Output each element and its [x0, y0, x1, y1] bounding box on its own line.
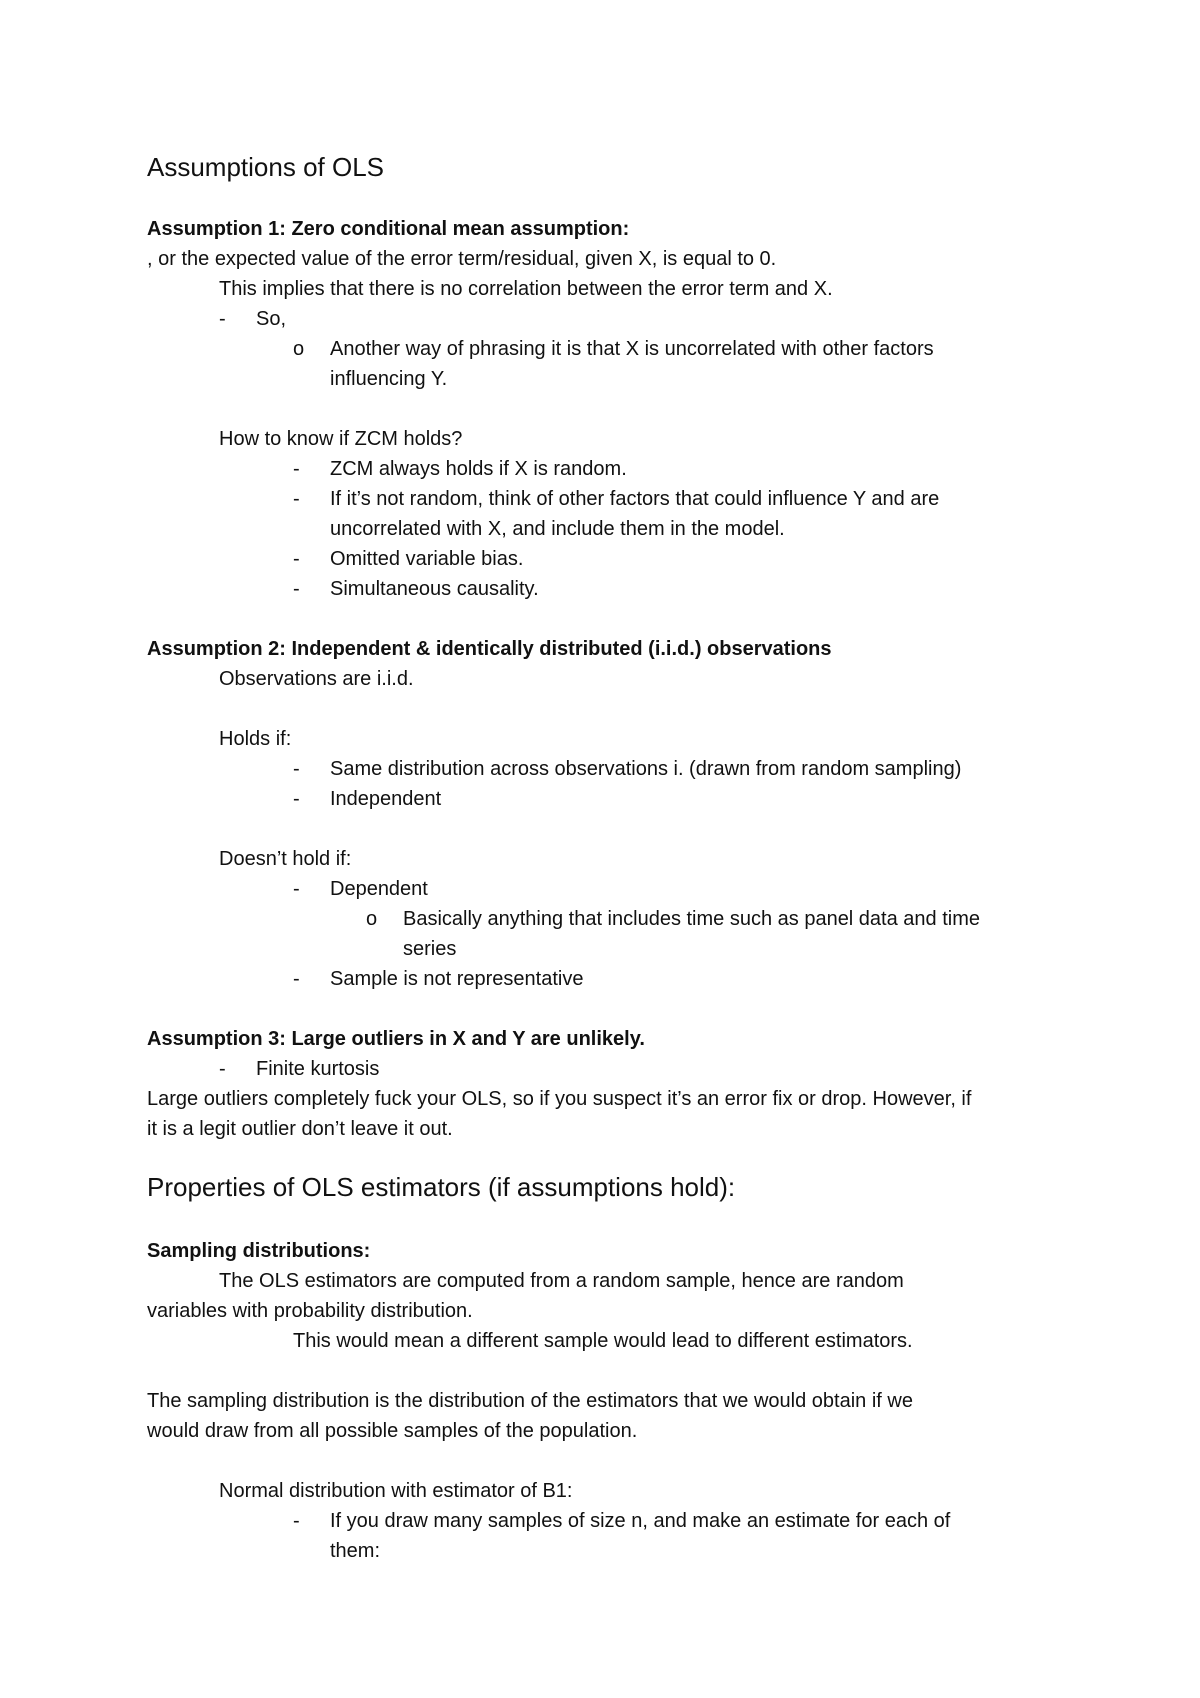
list-item: Same distribution across observations i. (drawn from random sampling)	[330, 758, 962, 780]
list-item: So,	[256, 308, 287, 330]
list-item: Finite kurtosis	[256, 1058, 380, 1080]
dash-bullet: -	[219, 1058, 226, 1080]
section-title: Properties of OLS estimators (if assumptions hold):	[147, 1172, 736, 1202]
list-item: Sample is not representative	[330, 968, 584, 990]
assumption-3-heading: Assumption 3: Large outliers in X and Y are unlikely.	[147, 1028, 645, 1050]
dash-bullet: -	[293, 578, 300, 600]
dash-bullet: -	[293, 878, 300, 900]
doesnt-hold-label: Doesn’t hold if:	[219, 848, 352, 870]
paragraph-line: The sampling distribution is the distribution of the estimators that we would obtain if we	[147, 1390, 913, 1412]
list-item-continued: uncorrelated with X, and include them in the model.	[330, 518, 785, 540]
paragraph-line: The OLS estimators are computed from a random sample, hence are random	[219, 1270, 904, 1292]
list-item: Independent	[330, 788, 442, 810]
sampling-distributions-heading: Sampling distributions:	[147, 1240, 371, 1262]
assumption-2-heading: Assumption 2: Independent & identically distributed (i.i.d.) observations	[147, 638, 832, 660]
list-item: Basically anything that includes time such as panel data and time	[403, 908, 981, 930]
paragraph-line: Observations are i.i.d.	[219, 668, 414, 690]
dash-bullet: -	[293, 968, 300, 990]
list-item: If you draw many samples of size n, and make an estimate for each of	[330, 1510, 951, 1532]
normal-distribution-label: Normal distribution with estimator of B1:	[219, 1480, 573, 1502]
list-item-continued: series	[403, 938, 457, 960]
circle-bullet: o	[293, 338, 305, 360]
paragraph-line: variables with probability distribution.	[147, 1300, 473, 1322]
dash-bullet: -	[293, 488, 300, 510]
holds-if-label: Holds if:	[219, 728, 292, 750]
list-item-continued: them:	[330, 1540, 381, 1562]
dash-bullet: -	[293, 548, 300, 570]
list-item: ZCM always holds if X is random.	[330, 458, 627, 480]
paragraph-line: This would mean a different sample would lead to different estimators.	[293, 1330, 913, 1352]
assumption-1-heading: Assumption 1: Zero conditional mean assumption:	[147, 218, 630, 240]
paragraph-line: it is a legit outlier don’t leave it out.	[147, 1118, 453, 1140]
list-item: Omitted variable bias.	[330, 548, 524, 570]
page-title: Assumptions of OLS	[147, 152, 384, 182]
paragraph-line: This implies that there is no correlation between the error term and X.	[219, 278, 833, 300]
paragraph-line: , or the expected value of the error term/residual, given X, is equal to 0.	[147, 248, 777, 270]
paragraph-line: would draw from all possible samples of the population.	[147, 1420, 638, 1442]
dash-bullet: -	[219, 308, 226, 330]
list-item: Dependent	[330, 878, 428, 900]
circle-bullet: o	[366, 908, 378, 930]
dash-bullet: -	[293, 758, 300, 780]
list-item: Another way of phrasing it is that X is uncorrelated with other factors	[330, 338, 934, 360]
list-item: If it’s not random, think of other factors that could influence Y and are	[330, 488, 940, 510]
question-line: How to know if ZCM holds?	[219, 428, 463, 450]
list-item-continued: influencing Y.	[330, 368, 448, 390]
dash-bullet: -	[293, 788, 300, 810]
dash-bullet: -	[293, 458, 300, 480]
paragraph-line: Large outliers completely fuck your OLS, so if you suspect it’s an error fix or drop. However, if	[147, 1088, 972, 1110]
dash-bullet: -	[293, 1510, 300, 1532]
list-item: Simultaneous causality.	[330, 578, 539, 600]
